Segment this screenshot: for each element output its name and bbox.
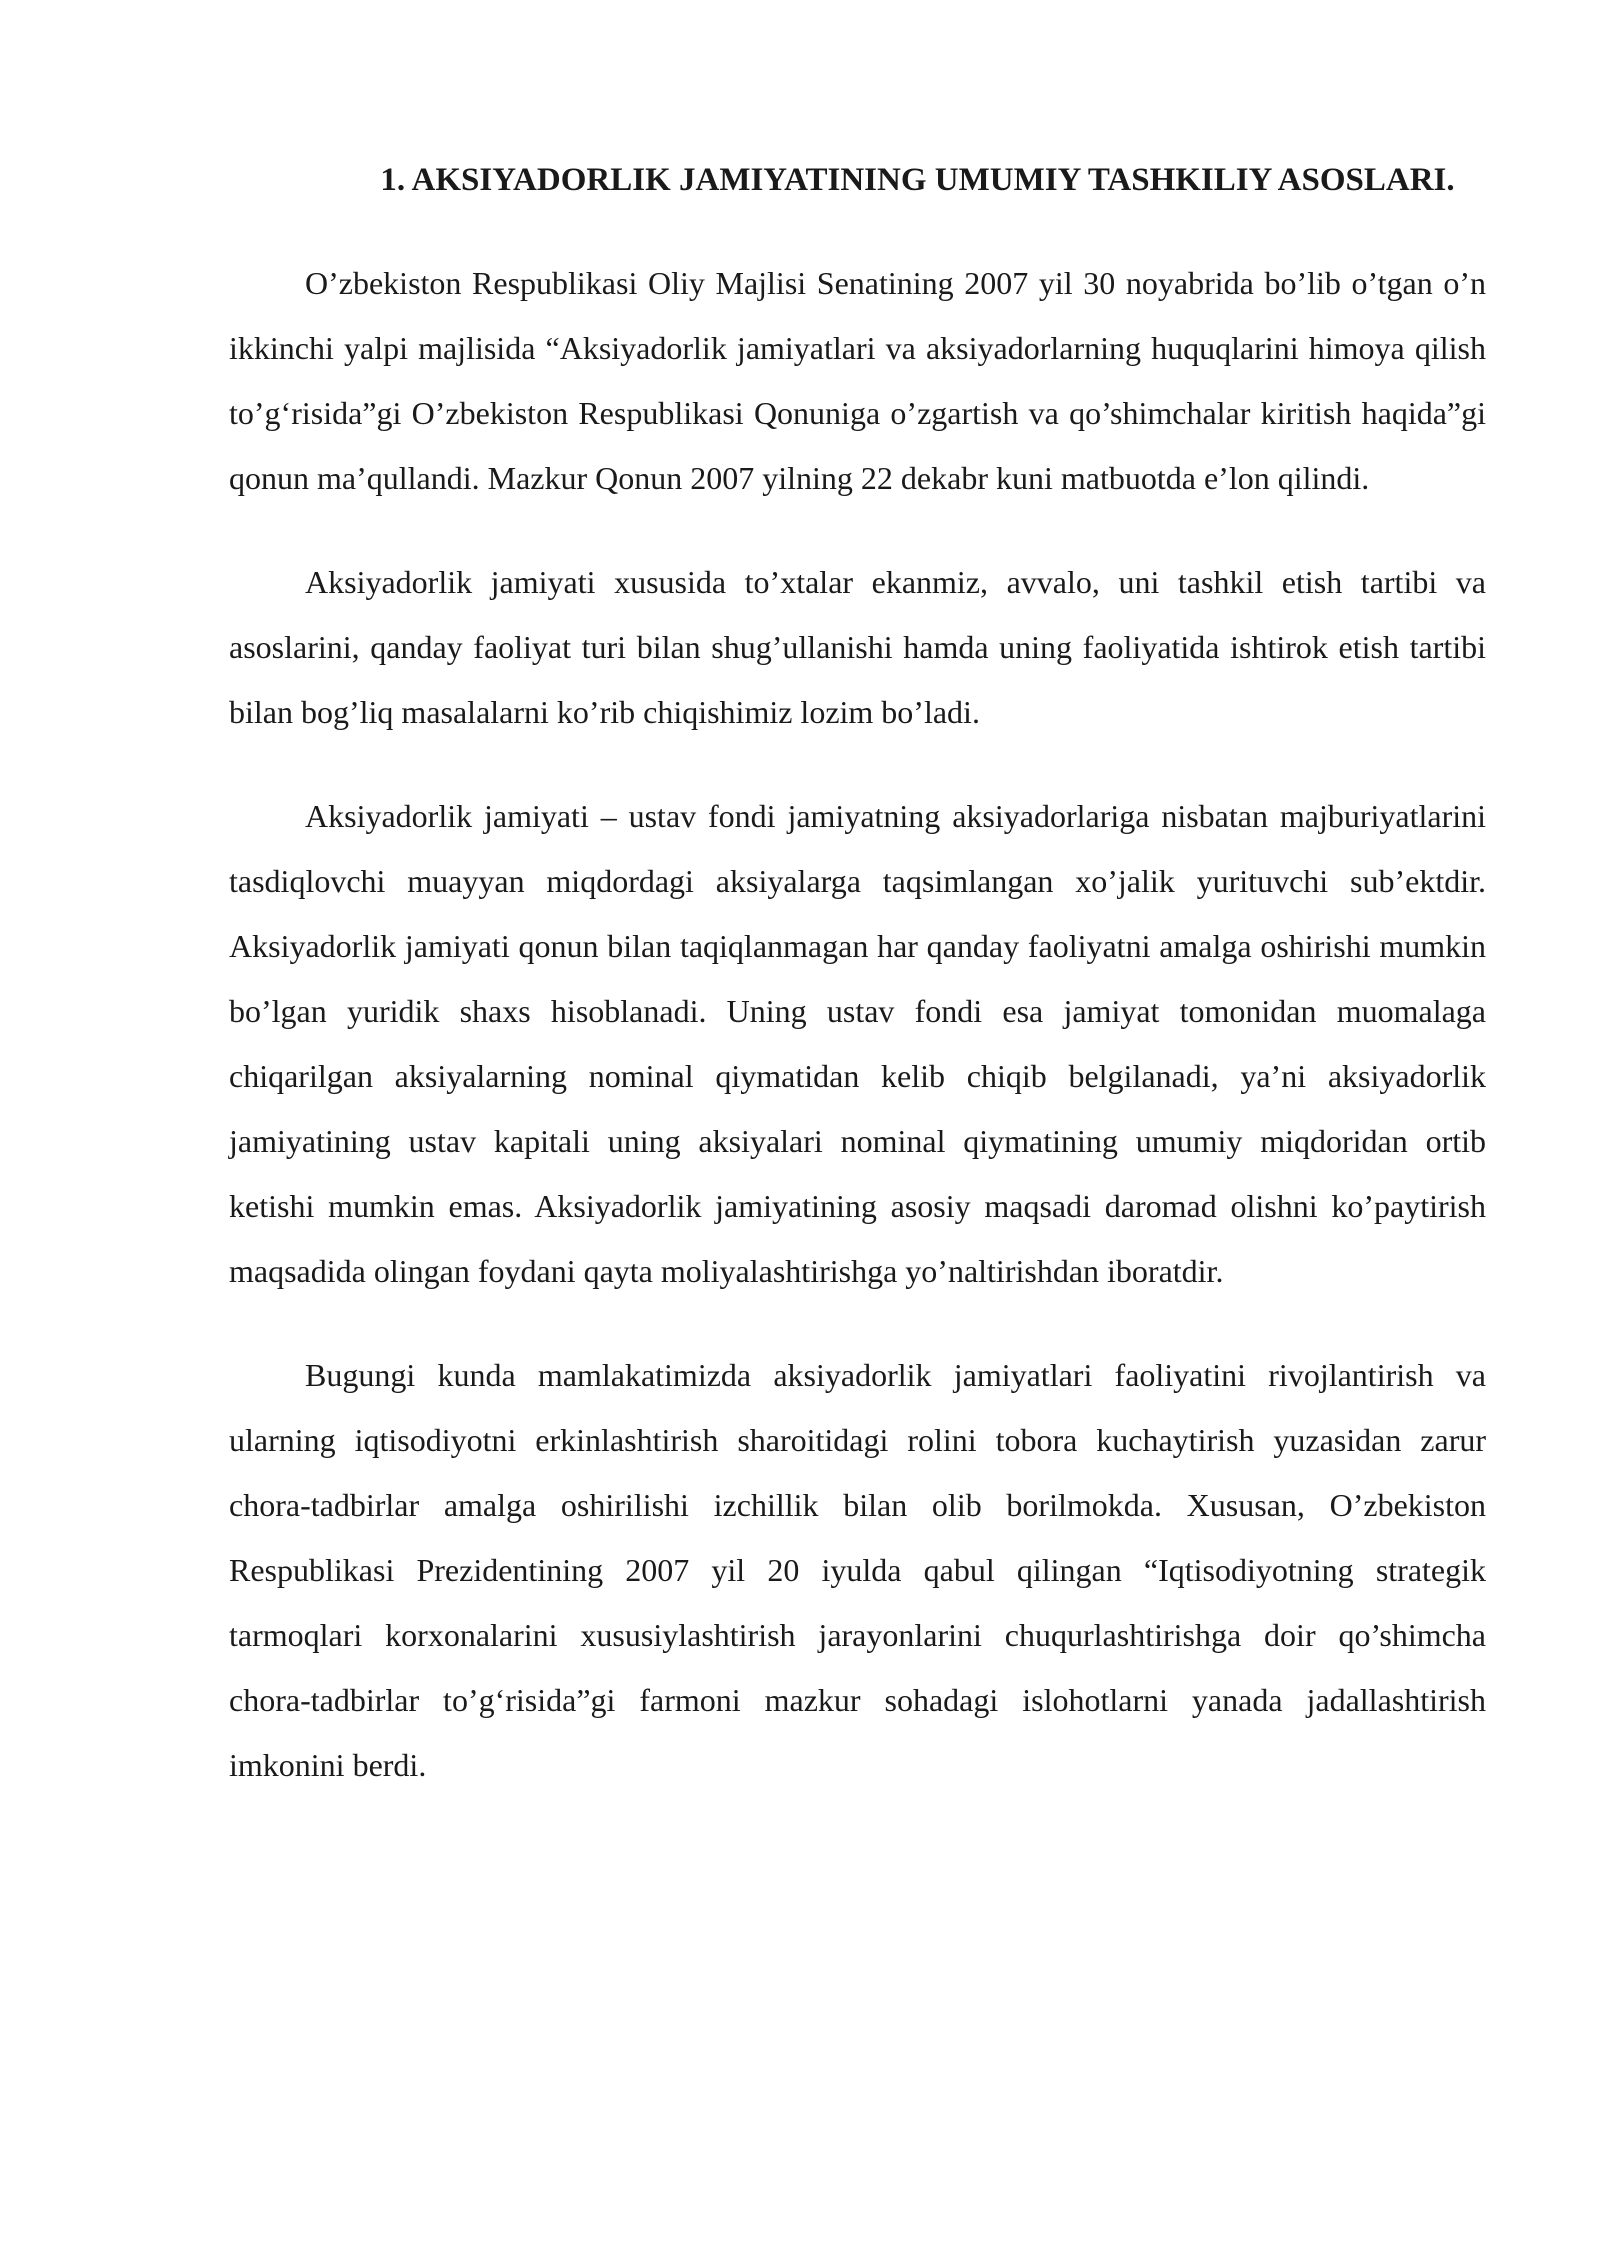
paragraph-3: Aksiyadorlik jamiyati – ustav fondi jamiyatning aksiyadorlariga nisbatan majburiyatlarini tasdiqlovchi muayyan miqdordagi aksiyalarga taqsimlangan xo’jalik yurituvchi sub’ektdir. Aksiyadorlik jamiyati qonun bilan taqiqlanmagan har qanday faoliyatni amalga oshirishi mumkin bo’lgan yuridik shaxs hisoblanadi. Uning ustav fondi esa jamiyat tomonidan muomalaga chiqarilgan aksiyalarning nominal qiymatidan kelib chiqib belgilanadi, ya’ni aksiyadorlik jamiyatining ustav kapitali uning aksiyalari nominal qiymatining umumiy miqdoridan ortib ketishi mumkin emas. Aksiyadorlik jamiyatining asosiy maqsadi daromad olishni ko’paytirish maqsadida olingan foydani qayta moliyalashtirishga yo’naltirishdan iboratdir.: [229, 798, 1486, 1289]
document-body: [229, 148, 1486, 1798]
paragraph-2: Aksiyadorlik jamiyati xususida to’xtalar ekanmiz, avvalo, uni tashkil etish tartibi va asoslarini, qanday faoliyat turi bilan shug’ullanishi hamda uning faoliyatida ishtirok etish tartibi bilan bog’liq masalalarni ko’rib chiqishimiz lozim bo’ladi.: [229, 564, 1486, 730]
paragraph-4: Bugungi kunda mamlakatimizda aksiyadorlik jamiyatlari faoliyatini rivojlantirish va ularning iqtisodiyotni erkinlashtirish sharoitidagi rolini tobora kuchaytirish yuzasidan zarur chora-tadbirlar amalga oshirilishi izchillik bilan olib borilmokda. Xususan, O’zbekiston Respublikasi Prezidentining 2007 yil 20 iyulda qabul qilingan “Iqtisodiyotning strategik tarmoqlari korxonalarini xususiylashtirish jarayonlarini chuqurlashtirishga doir qo’shimcha chora-tadbirlar to’g‘risida”gi farmoni mazkur sohadagi islohotlarni yanada jadallashtirish imkonini berdi.: [229, 1357, 1486, 1783]
paragraph-1: O’zbekiston Respublikasi Oliy Majlisi Senatining 2007 yil 30 noyabrida bo’lib o’tgan o’n ikkinchi yalpi majlisida “Aksiyadorlik jamiyatlari va aksiyadorlarning huquqlarini himoya qilish to’g‘risida”gi O’zbekiston Respublikasi Qonuniga o’zgartish va qo’shimchalar kiritish haqida”gi qonun ma’qullandi. Mazkur Qonun 2007 yilning 22 dekabr kuni matbuotda e’lon qilindi.: [229, 265, 1486, 496]
section-title: 1. AKSIYADORLIK JAMIYATINING UMUMIY TASHKILIY ASOSLARI.: [380, 162, 1455, 198]
